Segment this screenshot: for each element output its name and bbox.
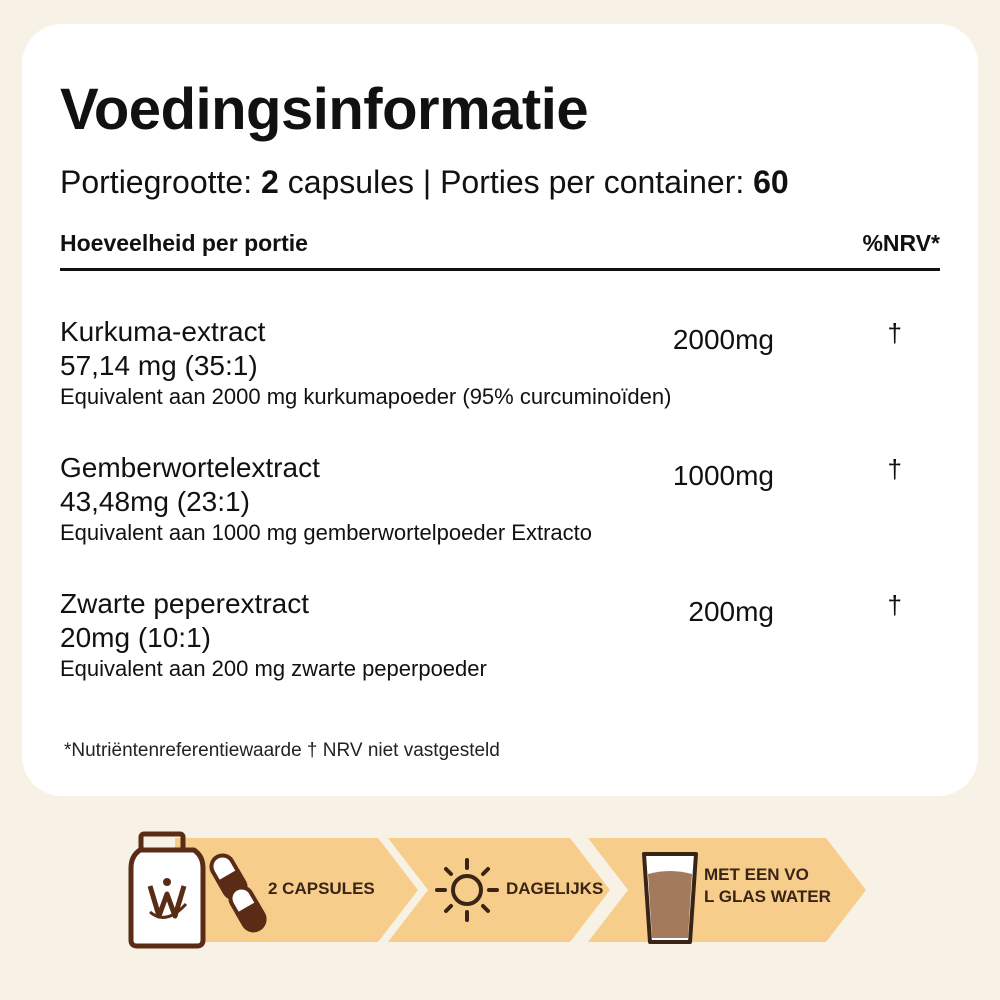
- nrv-header: %NRV*: [862, 230, 940, 256]
- nutrient-nrv: †: [887, 318, 902, 348]
- serving-info: [60, 164, 789, 201]
- nutrient-name: Gemberwortelextract: [60, 452, 320, 483]
- amount-per-serving-header: Hoeveelheid per portie: [60, 230, 308, 256]
- servings-per-container-label: Porties per container:: [440, 164, 745, 200]
- nutrient-extract-ratio: 43,48mg (23:1): [60, 486, 250, 517]
- water-label: [704, 864, 831, 908]
- jar-icon: [131, 834, 203, 946]
- nutrient-extract-ratio: 57,14 mg (35:1): [60, 350, 258, 381]
- nutrient-equivalent: Equivalent aan 200 mg zwarte peperpoeder: [60, 656, 487, 681]
- nutrient-nrv: †: [887, 454, 902, 484]
- water-label-line-1: MET EEN VO: [704, 865, 809, 884]
- header-divider: [60, 268, 940, 271]
- nutrient-extract-ratio: 20mg (10:1): [60, 622, 211, 653]
- servings-per-container-value: 60: [753, 164, 789, 200]
- water-glass-icon: [644, 854, 696, 942]
- footnote: *Nutriëntenreferentiewaarde † NRV niet vastgesteld: [64, 740, 500, 761]
- nutrient-amount: 2000mg: [672, 324, 774, 355]
- nutrient-equivalent: Equivalent aan 1000 mg gemberwortelpoeder Extracto: [60, 520, 592, 545]
- dosage-instructions: [0, 820, 1000, 960]
- nutrient-row-turmeric: [60, 316, 940, 436]
- nutrient-equivalent: Equivalent aan 2000 mg kurkumapoeder (95% curcuminoïden): [60, 384, 672, 409]
- nutrient-name: Zwarte peperextract: [60, 588, 309, 619]
- page-title: Voedingsinformatie: [60, 77, 589, 142]
- nutrient-row-black-pepper: [60, 588, 940, 708]
- daily-label: DAGELIJKS: [506, 879, 604, 898]
- serving-separator: |: [422, 164, 432, 200]
- water-label-line-2: L GLAS WATER: [704, 887, 831, 906]
- capsules-label: 2 CAPSULES: [268, 879, 375, 898]
- serving-size-value: 2: [261, 164, 279, 200]
- nutrient-amount: 200mg: [688, 596, 774, 627]
- nutrition-card: [22, 24, 978, 796]
- nutrient-row-ginger: [60, 452, 940, 572]
- nutrient-amount: 1000mg: [672, 460, 774, 491]
- nutrient-nrv: †: [887, 590, 902, 620]
- serving-size-unit: capsules: [287, 164, 414, 200]
- nutrient-name: Kurkuma-extract: [60, 316, 266, 347]
- serving-size-label: Portiegrootte:: [60, 164, 253, 200]
